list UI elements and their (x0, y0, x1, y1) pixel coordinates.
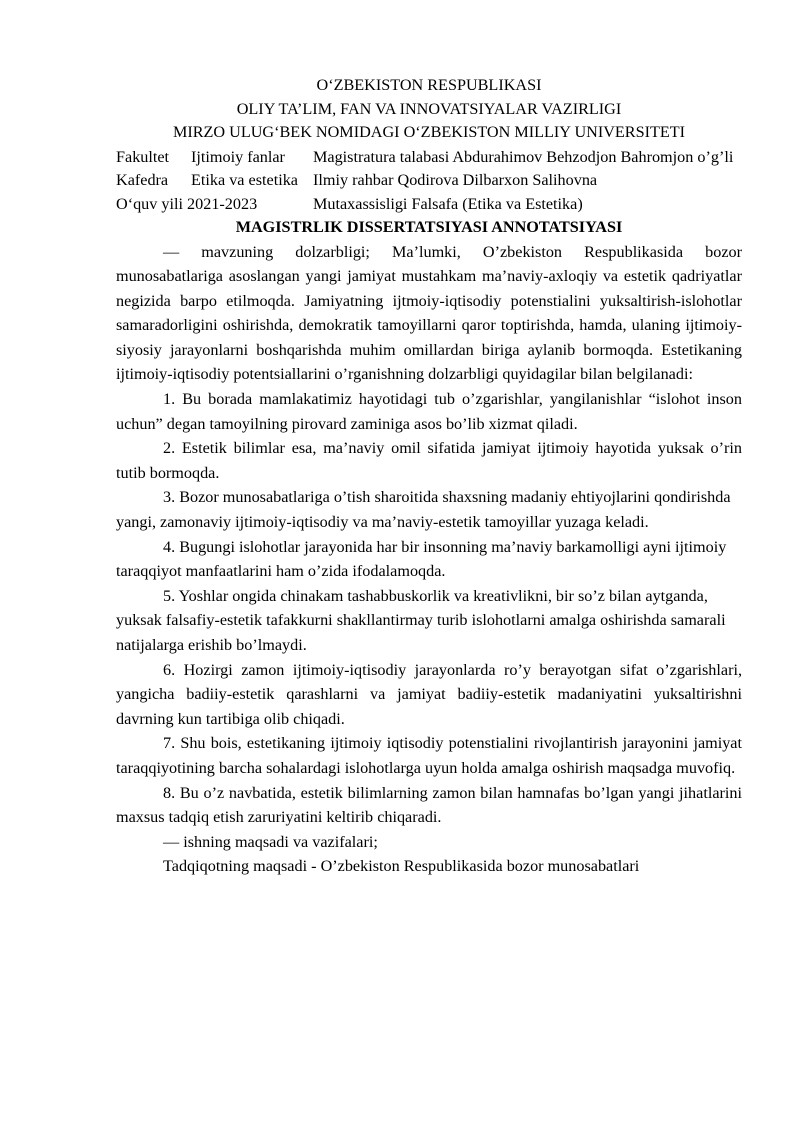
paragraph-aims-heading: — ishning maqsadi va vazifalari; (163, 832, 378, 851)
department-value: Etika va estetika (191, 171, 298, 189)
annotation-body (116, 240, 742, 879)
paragraph-point-6: 6. Hozirgi zamon ijtimoiy-iqtisodiy jarayonlarda ro’y berayotgan sifat o’zgarishlari, yangicha badiiy-estetik qarashlarni va jamiyat badiiy-estetik madaniyatini yuksaltirishni davrning kun tartibiga olib chiqadi. (116, 660, 742, 728)
paragraph-point-8: 8. Bu o’z navbatida, estetik bilimlarning zamon bilan hamnafas bo’lgan yangi jihatlarini maxsus tadqiq etish zaruriyatini keltirib chiqaradi. (116, 783, 742, 827)
paragraph-relevance: — mavzuning dolzarbligi; Ma’lumki, O’zbekiston Respublikasida bozor munosabatlariga asoslangan yangi jamiyat mustahkam ma’naviy-axloqiy va estetik qadriyatlar negizida barpo etilmoqda. Jamiyatning ijtmoiy-iqtisodiy potenstialini yuksaltirish-islohotlar samaradorligini oshirishda, demokratik tamoyillarni qaror toptirishda, hamda, ulaning ijtimoiy-siyosiy jarayonlarni boshqarishda muhim omillardan biriga aylanib bormoqda. Estetikaning ijtimoiy-iqtisodiy potentsiallarini o’rganishning dolzarbligi quyidagilar bilan belgilanadi: (116, 242, 742, 384)
meta-row-department (116, 169, 742, 193)
header-line-1: O‘ZBEKISTON RESPUBLIKASI (316, 76, 542, 94)
academic-year: O‘quv yili 2021-2023 (116, 194, 258, 213)
document-page (116, 74, 742, 879)
paragraph-point-5: 5. Yoshlar ongida chinakam tashabbuskorlik va kreativlikni, bir so’z bilan aytganda, yuksak falsafiy-estetik tafakkurni shakllantirmay turib islohotlarni amalga oshirishda samarali natijalarga erishib bo’lmaydi. (116, 586, 726, 654)
paragraph-research-aim: Tadqiqotning maqsadi - O’zbekiston Respublikasida bozor munosabatlari (163, 857, 640, 876)
paragraph-point-1: 1. Bu borada mamlakatimiz hayotidagi tub o’zgarishlar, yangilanishlar “islohot inson uchun” degan tamoyilning pirovard zaminiga asos bo’lib xizmat qiladi. (116, 390, 742, 433)
meta-row-faculty (116, 146, 742, 170)
institution-header (116, 74, 742, 145)
specialty: Mutaxassisligi Falsafa (Etika va Estetika) (313, 194, 583, 213)
header-line-3: MIRZO ULUG‘BEK NOMIDAGI O‘ZBEKISTON MILLIY UNIVERSITETI (172, 123, 686, 141)
paragraph-point-4: 4. Bugungi islohotlar jarayonida har bir insonning ma’naviy barkamolligi ayni ijtimoiy taraqqiyot manfaatlarini ham o’zida ifodalamoqda. (116, 537, 727, 581)
paragraph-point-3: 3. Bozor munosabatlariga o’tish sharoitida shaxsning madaniy ehtiyojlarini qondirishda yangi, zamonaviy ijtimoiy-iqtisodiy va ma’naviy-estetik tamoyillar yuzaga keladi. (116, 488, 731, 532)
meta-block (116, 146, 742, 217)
paragraph-point-7: 7. Shu bois, estetikaning ijtimoiy iqtisodiy potenstialini rivojlantirish jarayonini jamiyat taraqqiyotining barcha sohalardagi islohotlarga uyun holda amalga oshirish maqsadga muvofiq. (116, 734, 742, 777)
faculty-value: Ijtimoiy fanlar (191, 147, 285, 166)
faculty-label: Fakultet (116, 147, 170, 166)
department-label: Kafedra (116, 171, 169, 189)
supervisor-name: Ilmiy rahbar Qodirova Dilbarxon Salihovna (313, 171, 598, 189)
meta-row-year (116, 193, 742, 217)
paragraph-point-2: 2. Estetik bilimlar esa, ma’naviy omil sifatida jamiyat ijtimoiy hayotida yuksak o’rin tutib bormoqda. (116, 439, 742, 482)
document-title: MAGISTRLIK DISSERTATSIYASI ANNOTATSIYASI (235, 218, 623, 236)
student-name: Magistratura talabasi Abdurahimov Behzodjon Bahromjon o’g’li (313, 147, 734, 166)
header-line-2: OLIY TA’LIM, FAN VA INNOVATSIYALAR VAZIRLIGI (236, 99, 622, 118)
